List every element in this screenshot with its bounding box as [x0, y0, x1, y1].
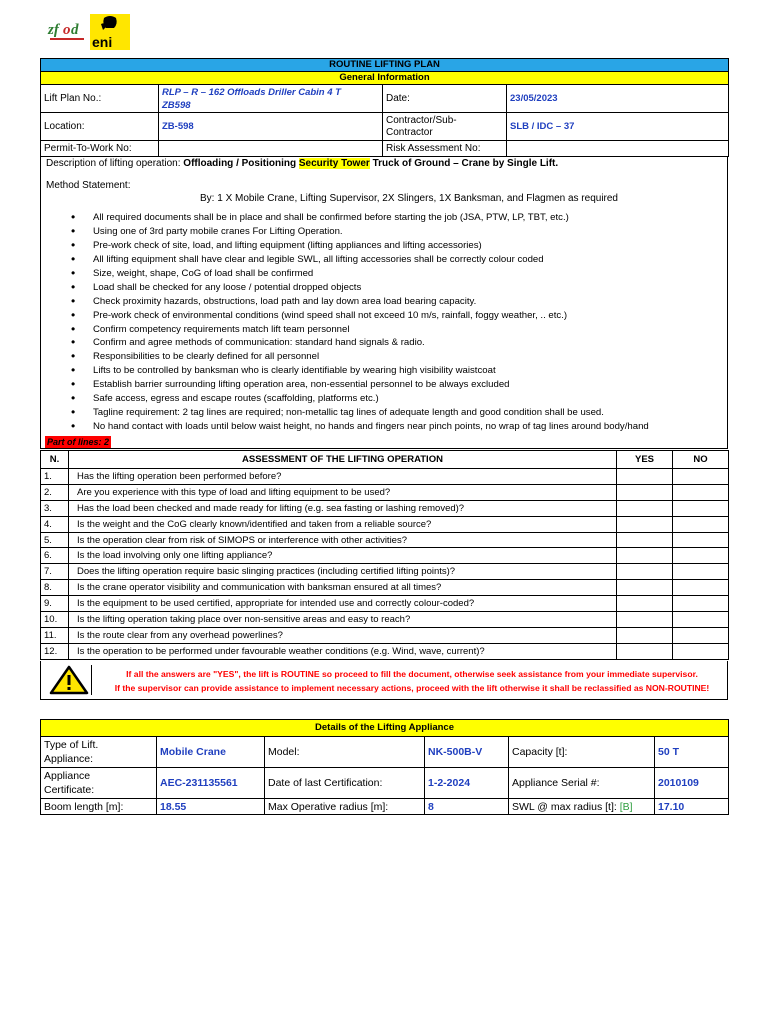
- bullet-item: • Size, weight, shape, CoG of load shall be confirmed: [71, 267, 721, 281]
- section-appliance-details: Details of the Lifting Appliance: [41, 720, 729, 737]
- bullet-item: • Lifts to be controlled by banksman who is clearly identifiable by wearing high visibility waistcoat: [71, 364, 721, 378]
- capacity-value: 50 T: [655, 737, 729, 768]
- bullet-item: • Confirm and agree methods of communication: standard hand signals & radio.: [71, 336, 721, 350]
- operation-description: Description of lifting operation: Offloading / Positioning Security Tower Truck of Ground – Crane by Single Lift.: [46, 158, 559, 169]
- row-number: 3.: [41, 500, 69, 516]
- method-bullet-list: [71, 211, 721, 434]
- swl-tag: [B]: [619, 800, 633, 813]
- method-statement-subtitle: By: 1 X Mobile Crane, Lifting Supervisor, 2X Slingers, 1X Banksman, and Flagmen as required: [200, 193, 618, 204]
- bullet-item: • Establish barrier surrounding lifting operation area, non-essential personnel to be always excluded: [71, 378, 721, 392]
- bullet-item: • Pre-work check of site, load, and lifting equipment (lifting appliances and lifting accessories): [71, 239, 721, 253]
- no-answer-cell[interactable]: [673, 612, 729, 628]
- yes-answer-cell[interactable]: [617, 627, 673, 643]
- no-answer-cell[interactable]: [673, 532, 729, 548]
- lift-plan-value: RLP – R – 162 Offloads Driller Cabin 4 T ZB598: [159, 85, 383, 113]
- radius-value: 8: [425, 799, 509, 815]
- row-question: Is the operation clear from risk of SIMOPS or interference with other activities?: [69, 532, 617, 548]
- row-question: Is the crane operator visibility and communication with banksman ensured at all times?: [69, 580, 617, 596]
- contractor-label: Contractor/Sub- Contractor: [383, 113, 507, 141]
- section-general-info: General Information: [41, 72, 729, 85]
- company-logo: [46, 14, 130, 50]
- boom-label: Boom length [m]:: [41, 799, 157, 815]
- assessment-table: [40, 450, 729, 660]
- method-statement-box: [40, 156, 728, 449]
- assessment-row: [41, 469, 729, 485]
- lift-plan-label: Lift Plan No.:: [41, 85, 159, 113]
- assessment-row: [41, 596, 729, 612]
- type-value: Mobile Crane: [157, 737, 265, 768]
- yes-answer-cell[interactable]: [617, 516, 673, 532]
- row-number: 7.: [41, 564, 69, 580]
- warning-icon: [47, 665, 92, 695]
- yes-answer-cell[interactable]: [617, 580, 673, 596]
- row-question: Is the operation to be performed under favourable weather conditions (e.g. Wind, wave, current)?: [69, 643, 617, 659]
- location-label: Location:: [41, 113, 159, 141]
- assessment-row: [41, 500, 729, 516]
- yes-answer-cell[interactable]: [617, 484, 673, 500]
- svg-text:d: d: [71, 22, 79, 38]
- location-value: ZB-598: [159, 113, 383, 141]
- row-number: 6.: [41, 548, 69, 564]
- bullet-item: • Using one of 3rd party mobile cranes For Lifting Operation.: [71, 225, 721, 239]
- yes-answer-cell[interactable]: [617, 564, 673, 580]
- part-of-lines-note: Part of lines: 2: [47, 437, 110, 447]
- bullet-item: • No hand contact with loads until below waist height, no hands and fingers near pinch points, no wrap of tag lines around body/hand: [71, 420, 721, 434]
- col-no: NO: [673, 451, 729, 469]
- no-answer-cell[interactable]: [673, 500, 729, 516]
- row-question: Is the route clear from any overhead powerlines?: [69, 627, 617, 643]
- bullet-item: • Load shall be checked for any loose / potential dropped objects: [71, 281, 721, 295]
- type-label: Type of Lift. Appliance:: [41, 737, 157, 768]
- ptw-label: Permit-To-Work No:: [41, 141, 159, 157]
- cert-label: Appliance Certificate:: [41, 768, 157, 799]
- routine-warning-box: [40, 661, 728, 700]
- cert-value: AEC-231135561: [157, 768, 265, 799]
- assessment-row: [41, 564, 729, 580]
- no-answer-cell[interactable]: [673, 627, 729, 643]
- bullet-item: • Pre-work check of environmental conditions (wind speed shall not exceed 10 m/s, rainfall, foggy weather, .. etc.): [71, 309, 721, 323]
- row-question: Has the lifting operation been performed before?: [69, 469, 617, 485]
- model-label: Model:: [265, 737, 425, 768]
- bullet-item: • All required documents shall be in place and shall be confirmed before starting the job (JSA, PTW, LP, TBT, etc.): [71, 211, 721, 225]
- bullet-item: • Check proximity hazards, obstructions, load path and lay down area load bearing capacity.: [71, 295, 721, 309]
- assessment-row: [41, 548, 729, 564]
- boom-value: 18.55: [157, 799, 265, 815]
- date-value: 23/05/2023: [507, 85, 729, 113]
- row-number: 5.: [41, 532, 69, 548]
- yes-answer-cell[interactable]: [617, 548, 673, 564]
- assessment-row: [41, 484, 729, 500]
- appliance-details-table: [40, 719, 729, 815]
- svg-text:zf: zf: [48, 22, 59, 38]
- bullet-item: • All lifting equipment shall have clear and legible SWL, all lifting accessories shall be correctly colour coded: [71, 253, 721, 267]
- row-number: 9.: [41, 596, 69, 612]
- risk-label: Risk Assessment No:: [383, 141, 507, 157]
- bullet-item: • Confirm competency requirements match lift team personnel: [71, 323, 721, 337]
- no-answer-cell[interactable]: [673, 580, 729, 596]
- bullet-item: • Responsibilities to be clearly defined for all personnel: [71, 350, 721, 364]
- no-answer-cell[interactable]: [673, 484, 729, 500]
- col-number: N.: [41, 451, 69, 469]
- swl-label: SWL @ max radius [t]: [B]: [509, 799, 655, 815]
- no-answer-cell[interactable]: [673, 564, 729, 580]
- svg-text:eni: eni: [92, 34, 113, 50]
- risk-value: [507, 141, 729, 157]
- col-assessment: ASSESSMENT OF THE LIFTING OPERATION: [69, 451, 617, 469]
- swl-value: 17.10: [655, 799, 729, 815]
- model-value: NK-500B-V: [425, 737, 509, 768]
- bullet-item: • Safe access, egress and escape routes (scaffolding, platforms etc.): [71, 392, 721, 406]
- capacity-label: Capacity [t]:: [509, 737, 655, 768]
- last-cert-label: Date of last Certification:: [265, 768, 425, 799]
- last-cert-value: 1-2-2024: [425, 768, 509, 799]
- contractor-value: SLB / IDC – 37: [507, 113, 729, 141]
- no-answer-cell[interactable]: [673, 469, 729, 485]
- radius-label: Max Operative radius [m]:: [265, 799, 425, 815]
- svg-text:o: o: [63, 22, 71, 38]
- bullet-item: • Tagline requirement: 2 tag lines are required; non-metallic tag lines of adequate length and good condition shall be used.: [71, 406, 721, 420]
- no-answer-cell[interactable]: [673, 596, 729, 612]
- warning-text-1: If all the answers are "YES", the lift is ROUTINE so proceed to fill the document, otherwise seek assistance from your immediate supervisor.: [126, 669, 698, 679]
- assessment-row: [41, 516, 729, 532]
- ptw-value: [159, 141, 383, 157]
- col-yes: YES: [617, 451, 673, 469]
- assessment-row: [41, 580, 729, 596]
- assessment-row: [41, 532, 729, 548]
- assessment-row: [41, 643, 729, 659]
- row-question: Does the lifting operation require basic slinging practices (including certified lifting points)?: [69, 564, 617, 580]
- no-answer-cell[interactable]: [673, 516, 729, 532]
- row-question: Are you experience with this type of load and lifting equipment to be used?: [69, 484, 617, 500]
- row-question: Has the load been checked and made ready for lifting (e.g. sea fasting or lashing removed)?: [69, 500, 617, 516]
- row-number: 2.: [41, 484, 69, 500]
- method-statement-title: Method Statement:: [46, 180, 131, 191]
- row-question: Is the equipment to be used certified, appropriate for intended use and correctly colour-coded?: [69, 596, 617, 612]
- assessment-row: [41, 612, 729, 628]
- no-answer-cell[interactable]: [673, 643, 729, 659]
- row-number: 4.: [41, 516, 69, 532]
- row-number: 11.: [41, 627, 69, 643]
- row-question: Is the load involving only one lifting appliance?: [69, 548, 617, 564]
- yes-answer-cell[interactable]: [617, 532, 673, 548]
- serial-value: 2010109: [655, 768, 729, 799]
- row-number: 8.: [41, 580, 69, 596]
- row-question: Is the weight and the CoG clearly known/identified and taken from a reliable source?: [69, 516, 617, 532]
- yes-answer-cell[interactable]: [617, 612, 673, 628]
- yes-answer-cell[interactable]: [617, 500, 673, 516]
- row-number: 12.: [41, 643, 69, 659]
- row-question: Is the lifting operation taking place over non-sensitive areas and easy to reach?: [69, 612, 617, 628]
- row-number: 1.: [41, 469, 69, 485]
- serial-label: Appliance Serial #:: [509, 768, 655, 799]
- yes-answer-cell[interactable]: [617, 596, 673, 612]
- warning-text-2: If the supervisor can provide assistance to implement necessary actions, proceed with the lift otherwise it shall be reclassified as NON-ROUTINE!: [114, 683, 710, 693]
- date-label: Date:: [383, 85, 507, 113]
- no-answer-cell[interactable]: [673, 548, 729, 564]
- yes-answer-cell[interactable]: [617, 469, 673, 485]
- row-number: 10.: [41, 612, 69, 628]
- yes-answer-cell[interactable]: [617, 643, 673, 659]
- general-info-table: [40, 58, 729, 157]
- document-title: ROUTINE LIFTING PLAN: [41, 59, 729, 72]
- assessment-row: [41, 627, 729, 643]
